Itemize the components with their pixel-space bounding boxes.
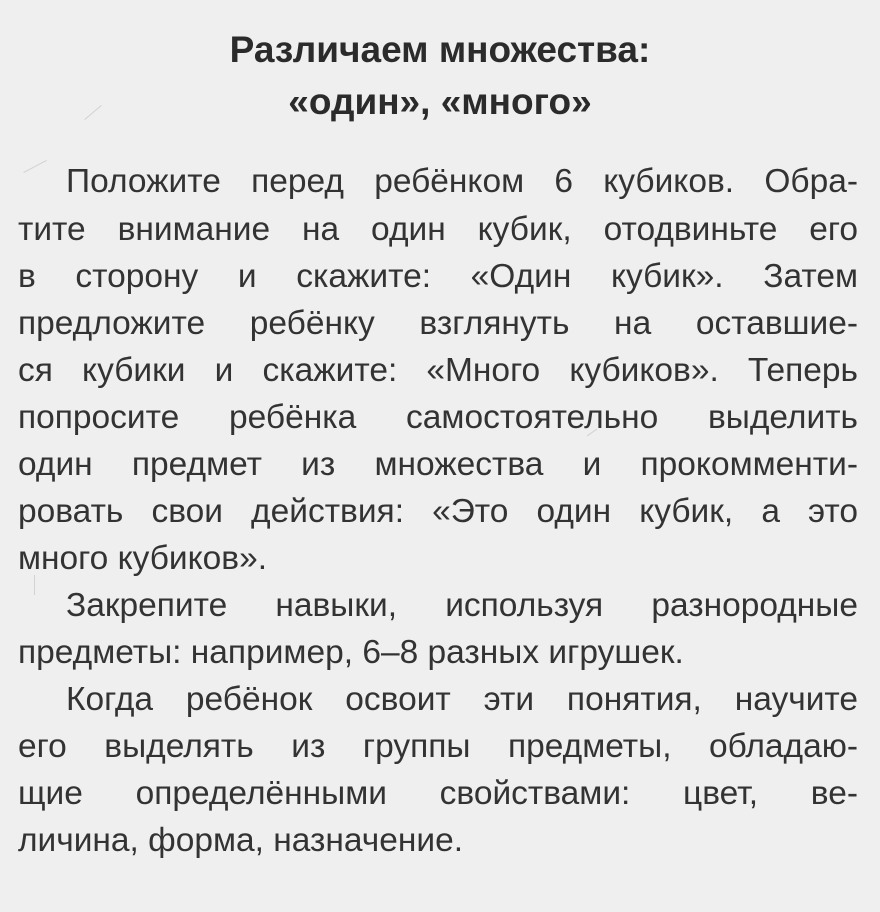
paragraph-line: один предмет из множества и прокомменти- [18, 446, 858, 483]
paragraph-line: предметы: например, 6–8 разных игрушек. [18, 634, 684, 671]
page-title-line-1: Различаем множества: [229, 29, 651, 70]
paragraph-line: тите внимание на один кубик, отодвиньте его [18, 211, 858, 248]
paragraph-line: Когда ребёнок освоит эти понятия, научите [66, 681, 858, 718]
page-title-line-2: «один», «много» [288, 81, 592, 122]
paragraph-line: ровать свои действия: «Это один кубик, а это [18, 493, 858, 530]
paragraph-line: личина, форма, назначение. [18, 822, 464, 859]
paper-scratch [23, 160, 46, 173]
paragraph-line: его выделять из группы предметы, обладаю- [18, 728, 858, 765]
paragraph-line: попросите ребёнка самостоятельно выделить [18, 399, 858, 436]
paragraph-line: Закрепите навыки, используя разнородные [66, 587, 858, 624]
paragraph-line: много кубиков». [18, 540, 268, 577]
paragraph-line: предложите ребёнку взглянуть на оставшие- [18, 305, 858, 342]
paragraph-line: в сторону и скажите: «Один кубик». Затем [18, 258, 858, 295]
paragraph-line: ся кубики и скажите: «Много кубиков». Теперь [18, 352, 858, 389]
paragraph-line: Положите перед ребёнком 6 кубиков. Обра- [66, 163, 858, 200]
paragraph-line: щие определёнными свойствами: цвет, ве- [18, 775, 858, 812]
